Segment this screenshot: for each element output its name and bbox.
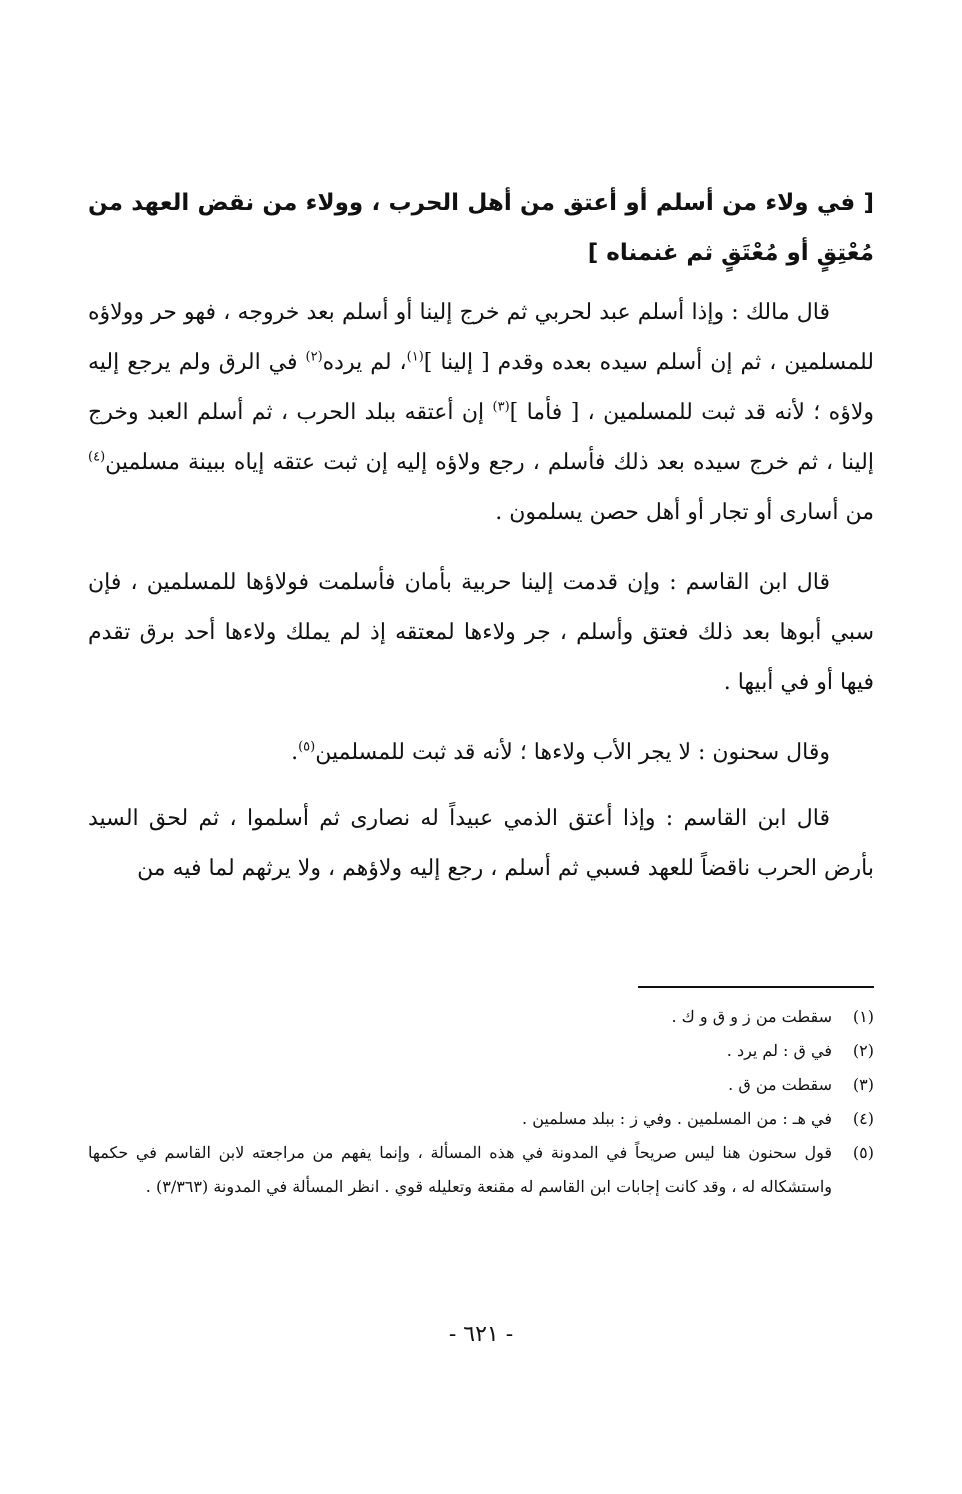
footnote-text: في هـ : من المسلمين . وفي ز : ببلد مسلمين . xyxy=(522,1109,832,1128)
footnote-number: (٥) xyxy=(852,1143,874,1162)
footnote-text: سقطت من ق . xyxy=(728,1075,832,1094)
paragraph-ibn-alqasim-2: قال ابن القاسم : وإذا أعتق الذمي عبيداً له نصارى ثم أسلموا ، ثم لحق السيد بأرض الحرب ناقضاً للعهد فسبي ثم أسلم ، رجع إليه ولاؤهم ، ولا يرثهم لما فيه من xyxy=(88,806,874,881)
footnote-number: (٣) xyxy=(852,1075,874,1094)
footnote-ref: (٥) xyxy=(298,739,316,755)
footnote-number: (٤) xyxy=(852,1109,874,1128)
footnote-text: في ق : لم يرد . xyxy=(726,1041,832,1060)
footnote-number: (٢) xyxy=(852,1041,874,1060)
paragraph-text: ، لم يرده xyxy=(322,350,407,375)
paragraph-text: . xyxy=(291,740,299,765)
paragraph-text: من أسارى أو تجار أو أهل حصن يسلمون . xyxy=(495,500,874,525)
footnote-text: قول سحنون هنا ليس صريحاً في المدونة في هذه المسألة ، وإنما يفهم من مراجعته لابن القاسم في حكمها واستشكاله له ، وقد كانت إجابات ابن القاسم له مقنعة وتعليله قوي . انظر المسألة في المدونة (٣/٣٦٣) . xyxy=(88,1143,833,1196)
footnote-ref: (٣) xyxy=(492,399,510,415)
footnote-ref: (٤) xyxy=(88,449,106,465)
paragraph-sahnun xyxy=(88,728,874,778)
footnote xyxy=(88,1102,874,1136)
section-heading: [ في ولاء من أسلم أو أعتق من أهل الحرب ، وولاء من نقض العهد من مُعْتِقٍ أو مُعْتَقٍ ثم غنمناه ] xyxy=(88,190,874,266)
footnote-text: سقطت من ز و ق و ك . xyxy=(671,1007,832,1026)
paragraph-text: وقال سحنون : لا يجر الأب ولاءها ؛ لأنه قد ثبت للمسلمين xyxy=(315,740,830,765)
footnote-divider xyxy=(638,986,874,988)
paragraph-text: في الرق ولم يرجع إليه ولاؤه ؛ لأنه قد ثبت للمسلمين ، [ فأما ] xyxy=(88,350,874,425)
footnote xyxy=(88,1000,874,1034)
paragraph-text: إن أعتقه ببلد الحرب ، ثم أسلم العبد وخرج إلينا ، ثم خرج سيده بعد ذلك فأسلم ، رجع ولاؤه إليه إن ثبت عتقه إياه ببينة مسلمين xyxy=(88,400,874,475)
footnote xyxy=(88,1068,874,1102)
page-number: - ٦٢١ - xyxy=(448,1322,514,1347)
paragraph-ibn-alqasim-1: قال ابن القاسم : وإن قدمت إلينا حربية بأمان فأسلمت فولاؤها للمسلمين ، فإن سبي أبوها بعد ذلك فعتق وأسلم ، جر ولاءها لمعتقه إذ لم يملك ولاءها أحد برق تقدم فيها أو في أبيها . xyxy=(88,570,874,695)
paragraph-text: قال مالك : وإذا أسلم عبد لحربي ثم خرج إلينا أو أسلم بعد خروجه ، فهو حر وولاؤه للمسلمين ، ثم إن أسلم سيده بعده وقدم [ إلينا ] xyxy=(88,300,874,375)
footnotes xyxy=(88,1000,874,1204)
footnote xyxy=(88,1034,874,1068)
footnote xyxy=(88,1136,874,1204)
footnote-number: (١) xyxy=(852,1007,874,1026)
footnote-ref: (٢) xyxy=(305,349,323,365)
page-body xyxy=(88,168,874,914)
paragraph-malik xyxy=(88,288,874,538)
footnote-ref: (١) xyxy=(406,349,424,365)
